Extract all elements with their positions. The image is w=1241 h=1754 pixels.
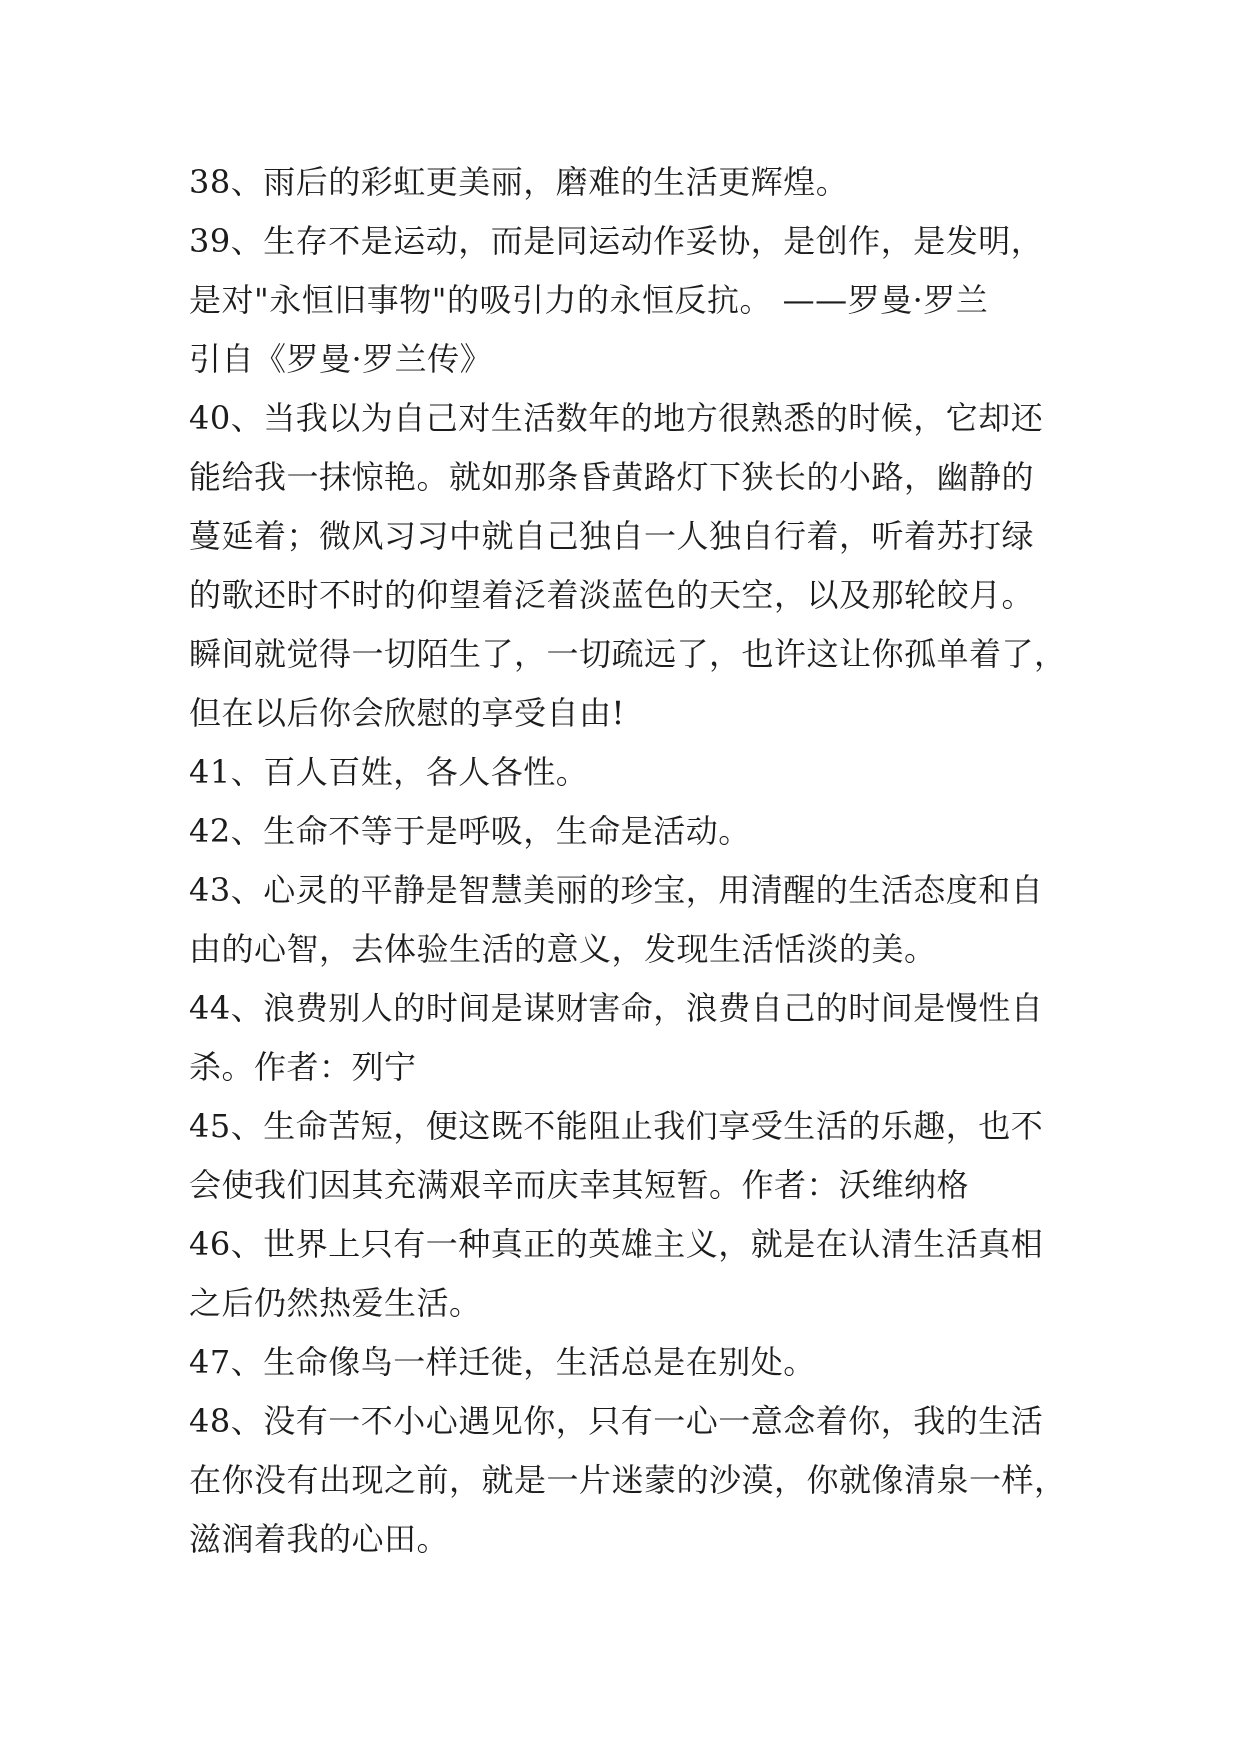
text-line: 47、生命像鸟一样迁徙，生活总是在别处。 (189, 1343, 816, 1381)
text-line: 的歌还时不时的仰望着泛着淡蓝色的天空，以及那轮皎月。 (189, 576, 1035, 614)
text-line: 瞬间就觉得一切陌生了，一切疏远了，也许这让你孤单着了， (189, 635, 1067, 673)
text-line: 引自《罗曼·罗兰传》 (189, 340, 493, 378)
text-line: 42、生命不等于是呼吸，生命是活动。 (189, 812, 751, 850)
text-line: 38、雨后的彩虹更美丽，磨难的生活更辉煌。 (189, 163, 849, 201)
text-line: 滋润着我的心田。 (189, 1520, 450, 1558)
text-line: 40、当我以为自己对生活数年的地方很熟悉的时候，它却还 (189, 399, 1044, 437)
text-line: 会使我们因其充满艰辛而庆幸其短暂。作者：沃维纳格 (189, 1166, 970, 1204)
text-line: 48、没有一不小心遇见你，只有一心一意念着你，我的生活 (189, 1402, 1044, 1440)
text-line: 但在以后你会欣慰的享受自由! (189, 694, 625, 732)
text-line: 由的心智，去体验生活的意义，发现生活恬淡的美。 (189, 930, 937, 968)
text-line: 46、世界上只有一种真正的英雄主义，就是在认清生活真相 (189, 1225, 1044, 1263)
text-line: 在你没有出现之前，就是一片迷蒙的沙漠，你就像清泉一样， (189, 1461, 1067, 1499)
text-line: 39、生存不是运动，而是同运动作妥协，是创作，是发明， (189, 222, 1044, 260)
text-line: 41、百人百姓，各人各性。 (189, 753, 589, 791)
text-line: 44、浪费别人的时间是谋财害命，浪费自己的时间是慢性自 (189, 989, 1044, 1027)
text-line: 杀。作者：列宁 (189, 1048, 417, 1086)
text-line: 之后仍然热爱生活。 (189, 1284, 482, 1322)
text-line: 蔓延着；微风习习中就自己独自一人独自行着，听着苏打绿 (189, 517, 1035, 555)
document-page (189, 153, 1089, 1569)
text-line: 是对"永恒旧事物"的吸引力的永恒反抗。 ——罗曼·罗兰 (189, 281, 989, 319)
text-line: 能给我一抹惊艳。就如那条昏黄路灯下狭长的小路，幽静的 (189, 458, 1035, 496)
text-line: 45、生命苦短，便这既不能阻止我们享受生活的乐趣，也不 (189, 1107, 1044, 1145)
text-line: 43、心灵的平静是智慧美丽的珍宝，用清醒的生活态度和自 (189, 871, 1044, 909)
